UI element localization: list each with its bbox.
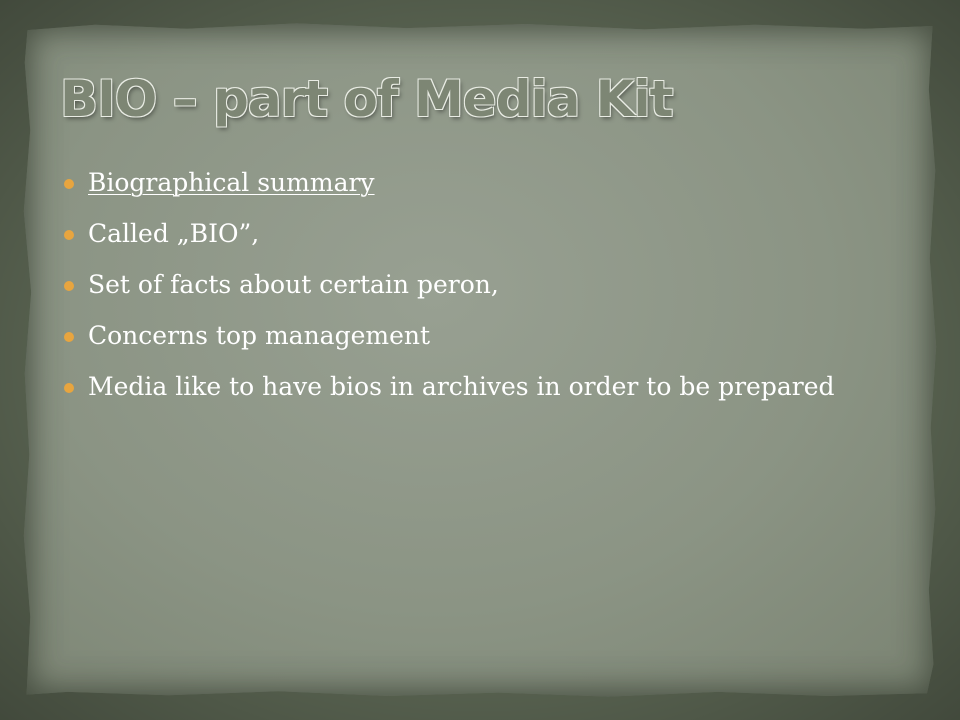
bullet-text-link[interactable]: Biographical summary [88, 168, 375, 197]
slide-title: BIO – part of Media Kit [60, 70, 673, 128]
bullet-text: Set of facts about certain peron, [88, 270, 499, 299]
bullet-dot-icon [64, 383, 74, 393]
bullet-dot-icon [64, 179, 74, 189]
bullet-list [62, 166, 862, 421]
bullet-text: Media like to have bios in archives in order to be prepared [88, 372, 835, 401]
bullet-dot-icon [64, 281, 74, 291]
bullet-text: Called „BIO”, [88, 219, 260, 248]
bullet-item [62, 217, 862, 250]
bullet-item [62, 319, 862, 352]
bullet-dot-icon [64, 230, 74, 240]
bullet-dot-icon [64, 332, 74, 342]
bullet-item [62, 268, 862, 301]
bullet-item [62, 166, 862, 199]
bullet-item [62, 370, 862, 403]
bullet-text: Concerns top management [88, 321, 431, 350]
